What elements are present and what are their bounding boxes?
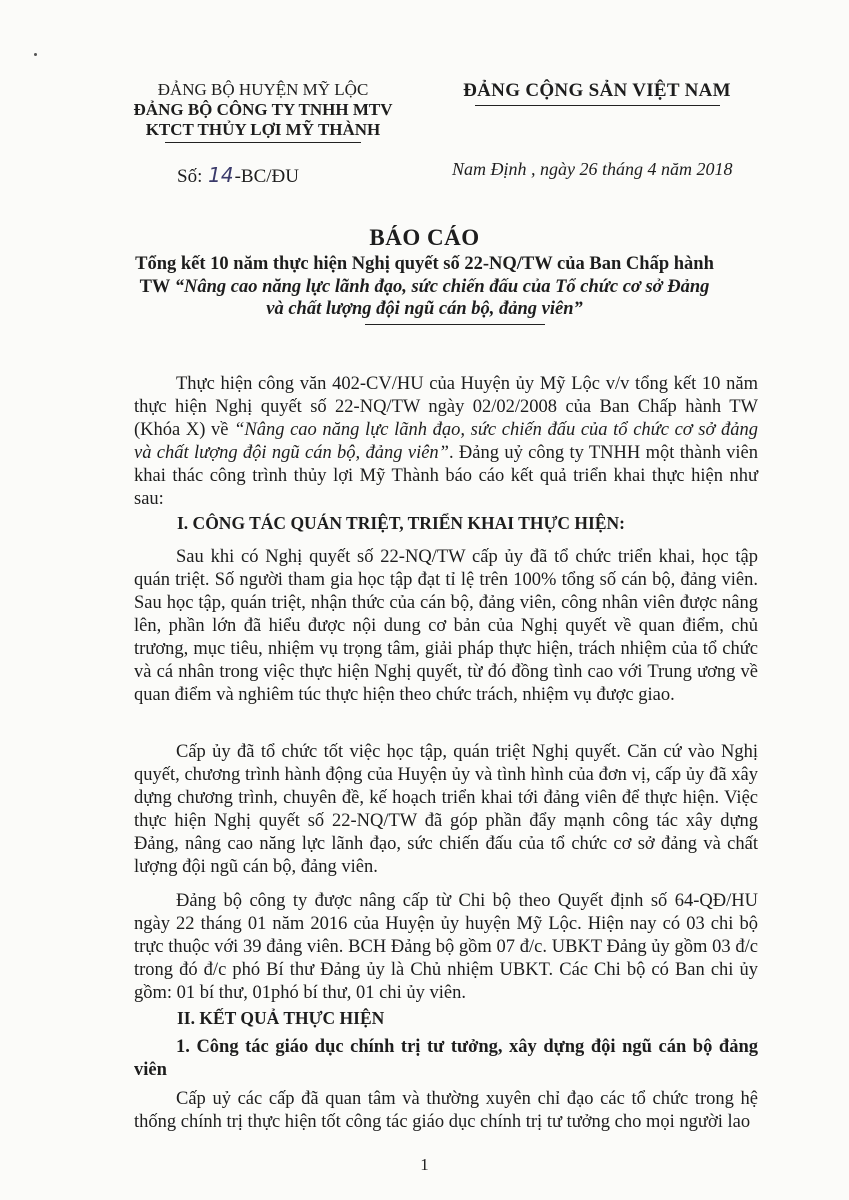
section-1-paragraph-1: Sau khi có Nghị quyết số 22-NQ/TW cấp ủy đã tổ chức triển khai, học tập quán triệt. Số người tham gia học tập đạt tỉ lệ trên 100% tổng số cán bộ, đảng viên. Sau học tập, quán triệt, nhận thức của cán bộ, đảng viên, công nhân viên được nâng lên, phần lớn đã hiểu được nội dung cơ bản của Nghị quyết về quan điểm, chủ trương, mục tiêu, nhiệm vụ trọng tâm, giải pháp thực hiện, trách nhiệm của tổ chức và cá nhân trong việc thực hiện Nghị quyết, từ đó đồng tình cao với Trung ương về quan điểm và nghiêm túc thực hiện theo chức trách, nhiệm vụ được giao.	[134, 547, 758, 705]
section-1-paragraph-3: Đảng bộ công ty được nâng cấp từ Chi bộ theo Quyết định số 64-QĐ/HU ngày 22 tháng 01 năm 2016 của Huyện ủy huyện Mỹ Lộc. Hiện nay có 03 chi bộ trực thuộc với 39 đảng viên. BCH Đảng bộ gồm 07 đ/c. UBKT Đảng ủy gồm 03 đ/c trong đó đ/c phó Bí thư Đảng ủy là Chủ nhiệm UBKT. Các Chi bộ có Ban chi ủy gồm: 01 bí thư, 01phó bí thư, 01 chi ủy viên.	[134, 891, 758, 1003]
subtitle-line-2-prefix: TW	[139, 276, 175, 297]
intro-part-1: Thực hiện công văn 402-CV/HU của Huyện ủy Mỹ Lộc v/v tổng kết 10 năm thực hiện Nghị quyết số 22-NQ/TW ngày 02/02/2008 của Ban Chấp hành TW (Khóa X) về	[134, 374, 758, 440]
org-line-unit: KTCT THỦY LỢI MỸ THÀNH	[145, 120, 381, 139]
national-party-header	[452, 80, 742, 106]
intro-paragraph	[134, 373, 758, 511]
subtitle-line-1: Tổng kết 10 năm thực hiện Nghị quyết số 22-NQ/TW của Ban Chấp hành	[135, 254, 714, 274]
org-line-district: ĐẢNG BỘ HUYỆN MỸ LỘC	[157, 80, 369, 99]
scan-speck	[34, 53, 37, 56]
section-1-paragraph-2: Cấp ủy đã tổ chức tốt việc học tập, quán triệt Nghị quyết. Căn cứ vào Nghị quyết, chương trình hành động của Huyện ủy và tình hình của đơn vị, cấp ủy đã xây dựng chương trình, chuyên đề, kế hoạch triển khai tới đảng viên để thực hiện. Việc thực hiện Nghị quyết số 22-NQ/TW đã góp phần đẩy mạnh công tác xây dựng Đảng, nâng cao năng lực lãnh đạo, sức chiến đấu của tổ chức cơ sở đảng và chất lượng đội ngũ cán bộ, đảng viên.	[134, 742, 758, 877]
org-underline	[165, 142, 361, 143]
place-and-date: Nam Định , ngày 26 tháng 4 năm 2018	[452, 159, 733, 179]
document-number	[177, 163, 299, 188]
intro-italic: “Nâng cao năng lực lãnh đạo, sức chiến đấu của tổ chức cơ sở đảng và chất lượng đội ngũ cán bộ, đảng viên”	[134, 420, 758, 463]
page-number: 1	[420, 1155, 429, 1174]
section-2-heading: II. KẾT QUẢ THỰC HIỆN	[177, 1008, 385, 1028]
issuing-organization	[118, 80, 408, 143]
party-underline	[475, 105, 720, 106]
title-underline	[365, 324, 545, 325]
doc-number-prefix: Số:	[177, 166, 203, 187]
subtitle-line-3: và chất lượng đội ngũ cán bộ, đảng viên”	[266, 299, 583, 319]
party-name: ĐẢNG CỘNG SẢN VIỆT NAM	[463, 80, 731, 101]
subtitle-line-2	[100, 276, 749, 299]
document-title: BÁO CÁO	[369, 225, 480, 250]
subtitle-line-2-italic: “Nâng cao năng lực lãnh đạo, sức chiến đấu của Tổ chức cơ sở Đảng	[174, 276, 710, 297]
doc-number-handwritten: 14	[208, 163, 234, 187]
section-2-subheading-1: 1. Công tác giáo dục chính trị tư tưởng, xây dựng đội ngũ cán bộ đảng viên	[134, 1037, 758, 1080]
section-1-heading: I. CÔNG TÁC QUÁN TRIỆT, TRIỂN KHAI THỰC HIỆN:	[177, 513, 625, 533]
doc-number-suffix: -BC/ĐU	[234, 166, 299, 187]
document-subtitle	[100, 253, 749, 321]
org-line-company: ĐẢNG BỘ CÔNG TY TNHH MTV	[133, 100, 393, 119]
intro-part-2: . Đảng uỷ công ty TNHH một thành viên khai thác công trình thủy lợi Mỹ Thành báo cáo kết quả triển khai thực hiện như sau:	[134, 443, 759, 509]
section-2-paragraph-1: Cấp uỷ các cấp đã quan tâm và thường xuyên chỉ đạo các tổ chức trong hệ thống chính trị thực hiện tốt công tác giáo dục chính trị tư tưởng cho mọi người lao	[134, 1089, 758, 1132]
